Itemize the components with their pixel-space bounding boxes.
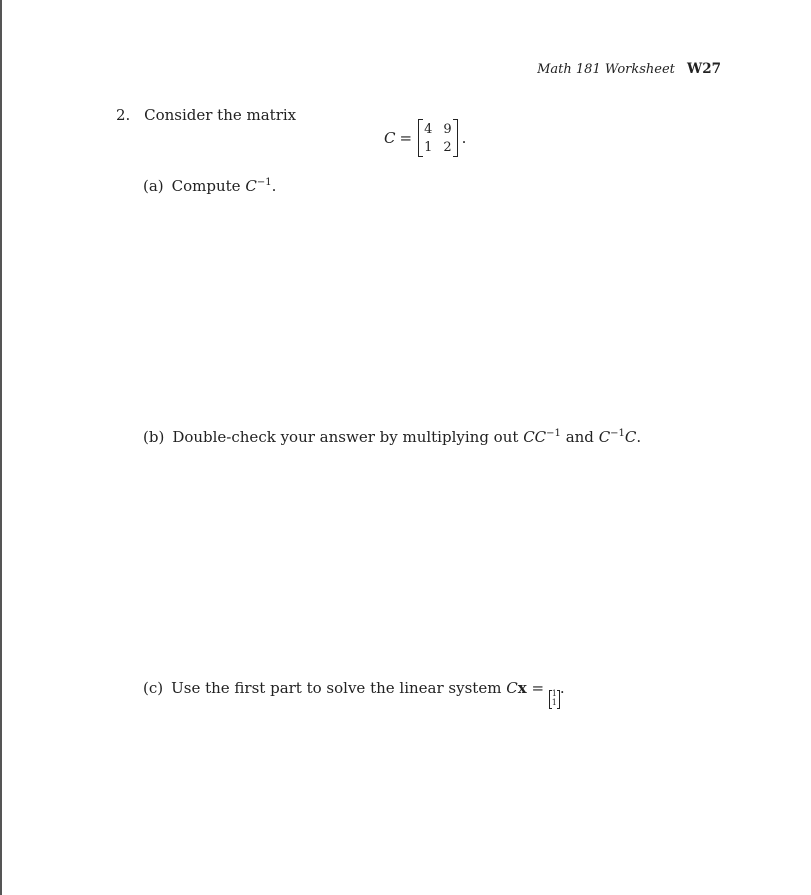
- matrix-right-bracket: [453, 119, 458, 157]
- part-c-lhs-vector: x: [517, 679, 527, 697]
- part-a: [143, 177, 276, 195]
- part-a-math: C: [245, 177, 257, 195]
- part-b: [143, 428, 641, 446]
- part-a-end: .: [271, 177, 277, 195]
- matrix-entry: 4: [424, 121, 433, 137]
- part-b-end: .: [636, 428, 642, 446]
- part-c-equals: =: [531, 679, 545, 697]
- matrix-left-bracket: [418, 119, 423, 157]
- part-a-text: Compute: [171, 177, 241, 195]
- part-b-expr2-superscript: −1: [610, 428, 625, 439]
- matrix-entry: 1: [424, 139, 433, 155]
- part-b-expr1: CC: [523, 428, 547, 446]
- vector-entry: 1: [551, 689, 557, 698]
- part-c-end: .: [559, 679, 565, 697]
- part-b-expr2-tail: C: [624, 428, 637, 446]
- course-title: Math 181 Worksheet: [537, 62, 675, 77]
- part-b-and: and: [565, 428, 594, 446]
- equals-sign: =: [399, 129, 413, 147]
- part-b-expr1-superscript: −1: [546, 428, 561, 439]
- part-c-rhs-vector: [549, 690, 560, 708]
- part-b-label: (b): [143, 428, 165, 446]
- problem-statement: [116, 106, 296, 124]
- problem-text: Consider the matrix: [144, 106, 297, 124]
- part-c-label: (c): [143, 679, 164, 697]
- part-c-text: Use the first part to solve the linear system: [171, 679, 502, 697]
- vector-right-bracket: [557, 690, 560, 709]
- part-b-expr2: C: [598, 428, 611, 446]
- matrix-c: [418, 119, 458, 157]
- matrix-entry: 2: [443, 139, 452, 155]
- vector-left-bracket: [549, 690, 552, 709]
- matrix-entries: [424, 121, 452, 156]
- page-edge: [0, 0, 2, 895]
- matrix-period: .: [461, 129, 467, 147]
- matrix-equation: [384, 118, 466, 158]
- matrix-entry: 9: [443, 121, 452, 137]
- worksheet-header: [537, 61, 721, 77]
- matrix-name: C: [384, 129, 396, 147]
- worksheet-code: W27: [687, 61, 721, 77]
- problem-number: 2.: [116, 106, 131, 124]
- part-c-lhs-var: C: [506, 679, 518, 697]
- part-a-superscript: −1: [256, 177, 272, 188]
- part-c: [143, 679, 565, 708]
- part-a-label: (a): [143, 177, 164, 195]
- vector-entry: 1: [551, 697, 557, 707]
- part-b-text: Double-check your answer by multiplying out: [172, 428, 519, 446]
